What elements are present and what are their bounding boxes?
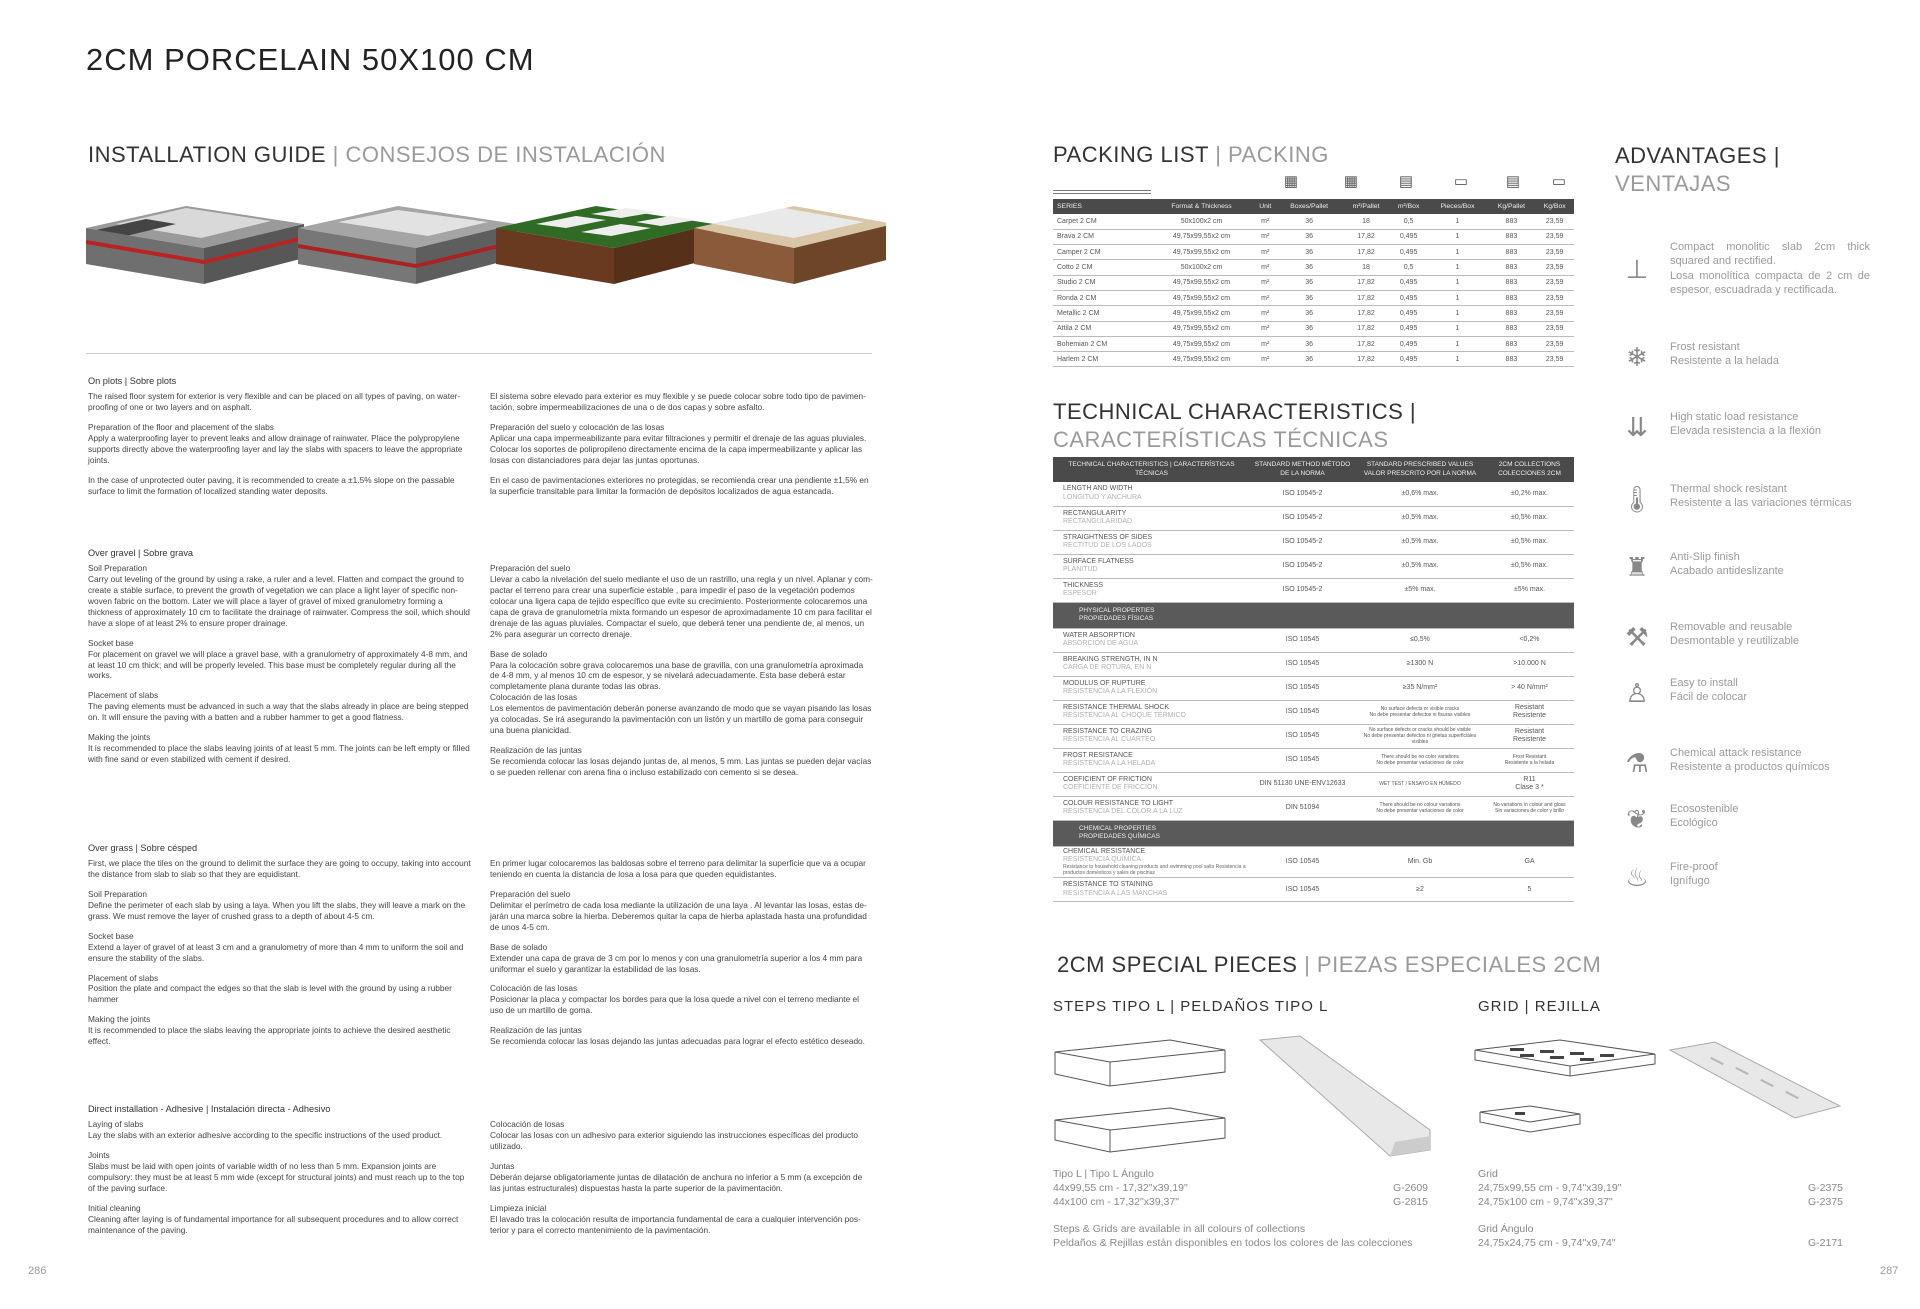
chemical-icon: ⚗ [1625,748,1649,778]
packing-row [1053,290,1574,305]
packing-cell: 1 [1428,290,1488,305]
advantage-text: Removable and reusable Desmontable y reutilizable [1670,621,1800,648]
property-name-en: SURFACE FLATNESS [1063,557,1134,565]
section-grass: Over grass | Sobre césped First, we place the tiles on the ground to delimit the surface they are going to occupy, taking into account the distance from slab to slab so that they are equidistant. Soil Preparation Define the perimeter of each slab by using a laya. When you lift the slabs, they will leave a mark on the grass. We must remove the layer of crushed grass to a depth of about 4-5 cm. Socket base Extend a layer of gravel of at least 3 cm and a granulometry of more than 4 mm to uniform the soil and ensure the stability of the slabs. Placement of slabs Position the plate and compact the edges so that the slab is level with the ground by using a rubber hammer Making the joints It is recommended to place the slabs leaving the appropriate joints to achieve the desired aesthetic effect. En primer lugar colocaremos las baldosas sobre el terreno para delimitar la superficie que va a ocupar teniendo en cuenta la distancia de losa a losa para que queden equidistantes. Preparación del suelo Delimitar el perímetro de cada losa mediante la utilización de una laya . Al levantar las losas, estas de-jarán una marca sobre la hierba. Deberemos quitar la capa de hierba aplastada hasta una profundidad de unos 4-5 cm. Base de solado Extender una capa de grava de 3 cm por lo menos y con una granulometría superior a los 4 mm para uniformar el suelo y garantizar la estabilidad de las losas. Colocación de las losas Posicionar la placa y compactar los bordes para que la losa quede a nivel con el terreno mediante el uso de un martillo de goma. Realización de las juntas Se recomienda colocar las losas dejando las juntas adecuadas para lograr el efecto estético deseado. [88,843,867,1047]
advantage-text: Chemical attack resistance Resistente a productos químicos [1670,747,1830,774]
technical-row [1053,506,1574,530]
packing-cell: 49,75x99,55x2 cm [1148,229,1254,244]
packing-cell: 1 [1428,321,1488,336]
technical-value-cell: There should be no color variations No debe presentar variaciones de color [1355,748,1485,772]
chemical-properties-group [1053,820,1574,846]
packing-row [1053,275,1574,290]
physical-properties-group [1053,602,1574,628]
packing-cell: 1 [1428,229,1488,244]
page-number-left: 286 [28,1265,47,1277]
packing-cell: 36 [1276,321,1343,336]
technical-value-cell: ±5% max. [1355,578,1485,602]
packing-cell: 0,5 [1390,260,1428,275]
packing-cell: 36 [1276,352,1343,367]
technical-name-cell [1053,554,1250,578]
technical-row [1053,628,1574,652]
property-name-es: RECTITUD DE LOS LADOS [1063,542,1152,549]
technical-row [1053,796,1574,820]
technical-row [1053,772,1574,796]
packing-cell: 1 [1428,260,1488,275]
property-name-en: BREAKING STRENGTH, IN N [1063,655,1158,663]
property-note: Resistance to household cleaning products and swimming pool salts Resistencia a productos domésticos y sales de piscinas [1063,864,1246,877]
packing-row [1053,306,1574,321]
advantage-text: Fire-proof Ignífugo [1670,861,1718,888]
technical-method-cell: ISO 10545 [1250,724,1355,748]
advantage-text: Frost resistant Resistente a la helada [1670,341,1779,368]
packing-row [1053,321,1574,336]
technical-row [1053,748,1574,772]
packing-cell: 0,495 [1390,275,1428,290]
technical-value-cell: No surface defects or cracks should be visible No debe presentar defectos ni grietas superficiales visibles [1355,724,1485,748]
technical-name-cell [1053,878,1250,902]
technical-value-cell: ±0,5% max. [1355,506,1485,530]
flame-icon: ♨ [1625,862,1649,892]
packing-cell: 49,75x99,55x2 cm [1148,306,1254,321]
packing-header-cell: SERIES [1053,199,1148,214]
packing-cell: 1 [1428,245,1488,260]
gravel-illustration [694,206,886,284]
packing-header-cell: Format & Thickness [1148,199,1254,214]
packing-cell: 17,82 [1342,352,1389,367]
technical-name-cell [1053,628,1250,652]
technical-value-cell: ±0,6% max. [1355,482,1485,506]
packing-row [1053,214,1574,229]
plots-en-3: In the case of unprotected outer paving, it is recommended to create a ±1.5% slope on the passable surface to limit the formation of localized standing water deposits. [88,474,455,496]
grid-angle-code: G-2171 [1808,1237,1844,1249]
technical-value-cell: ±0,5% max. [1355,554,1485,578]
area-box-icon: ▤ [1398,173,1414,190]
snowflake-icon: ❄ [1626,342,1648,372]
property-name-es: PLANITUD [1063,566,1098,573]
packing-cell: 0,495 [1390,321,1428,336]
packing-cell: 883 [1487,214,1535,229]
packing-cell: Carpet 2 CM [1053,214,1148,229]
packing-table [1053,199,1574,367]
property-name-en: LENGTH AND WIDTH [1063,485,1133,493]
property-name-en: RESISTANCE TO CRAZING [1063,727,1153,735]
packing-cell: Bohemian 2 CM [1053,336,1148,351]
technical-row [1053,578,1574,602]
packing-cell: Metallic 2 CM [1053,306,1148,321]
grid-illustrations [1470,1030,1870,1170]
property-name-es: RESISTENCIA AL CUARTEO [1063,736,1156,743]
packing-cell: 0,495 [1390,336,1428,351]
packing-cell: 1 [1428,336,1488,351]
packing-cell: 23,59 [1535,260,1574,275]
technical-value-cell: ≥2 [1355,878,1485,902]
technical-title: TECHNICAL CHARACTERISTICS | CARACTERÍSTICAS TÉCNICAS [1053,399,1417,452]
packing-header-icons [1053,172,1574,192]
packing-cell: 36 [1276,290,1343,305]
thermometer-icon: 🌡 [1620,484,1654,514]
packing-row [1053,245,1574,260]
packing-cell: 17,82 [1342,336,1389,351]
technical-row [1053,700,1574,724]
packing-cell: 23,59 [1535,245,1574,260]
packing-cell: 883 [1487,290,1535,305]
packing-row [1053,229,1574,244]
technical-name-cell [1053,724,1250,748]
technical-value-cell: ≥35 N/mm² [1355,676,1485,700]
property-name-es: RECTANGULARIDAD [1063,518,1133,525]
technical-collection-cell: ±0,2% max. [1485,482,1574,506]
technical-collection-cell: Frost Resistant Resistente a la helada [1485,748,1574,772]
special-pieces-title: 2CM SPECIAL PIECES | PIEZAS ESPECIALES 2CM [1057,952,1602,977]
section-gravel: Over gravel | Sobre grava Soil Preparation Carry out leveling of the ground by using a rake, a ruler and a level. Flatten and compact the ground to create a stable surface, to prevent the growth of vegetation we can place a light layer of specific non-woven fabric on the bottom. Later we will place a layer of gravel of mixed granulometry forming a thickness of approximately 10 cm to facilitate the drainage of rainwater. Compress the soil, which should have a slope of at least 2% to ensure proper drainage. Socket base For placement on gravel we will place a gravel base, with a granulometry of approximately 4-8 mm, and at least 10 cm thick; and will be properly leveled. This base must be completely regular during all the works. Placement of slabs The paving elements must be advanced in such a way that the slabs already in place are being stepped on. It will ensure the paving with a batten and a rubber hammer to get a good flatness. Making the joints It is recommended to place the slabs leaving joints of at least 5 mm. The joints can be left empty or filled with fine sand or even stabilized with cement if desired. Preparación del suelo Llevar a cabo la nivelación del suelo mediante el uso de un rastrillo, una regla y un nivel. Aplanar y com-pactar el terreno para crear una superficie estable , para impedir el paso de la vegetación podemos colocar una ligera capa de tejido específico que evite su crecimiento. Posteriormente colocaremos una capa de grava de granulometría mixta formando un espesor de aproximadamente 10 cm para facilitar el drenaje de las aguas pluviales. Compactar el suelo, que deberá tener una pendiente de, al menos, un 2% para asegurar un correcto drenaje. Base de solado Para la colocación sobre grava colocaremos una base de gravilla, con una granulometría aproximada de 4-8 mm, y al menos 10 cm de espesor, y se nivelará adecuadamente. Esta base deberá estar completamente plana durante todas las obras. Colocación de las losas Los elementos de pavimentación deberán ponerse avanzando de modo que se vayan pisando las losas ya colocadas. Se irá asegurando la pavimentación con un listón y un martillo de goma para conseguir una buena planicidad. Realización de las juntas Se recomienda colocar las losas dejando juntas de, al menos, 5 mm. Las juntas se pueden dejar vacías o se pueden rellenar con arena fina o incluso estabilizado con cemento si se desea. [88,548,873,777]
packing-row [1053,260,1574,275]
packing-cell: m² [1255,306,1276,321]
packing-cell: 49,75x99,55x2 cm [1148,321,1254,336]
technical-name-cell [1053,772,1250,796]
technical-method-cell: ISO 10545 [1250,700,1355,724]
technical-collection-cell: Resistant Resistente [1485,724,1574,748]
property-name-en: RESISTANCE TO STAINING [1063,881,1154,889]
packing-cell: m² [1255,275,1276,290]
box-pallet-icon: ▦ [1283,173,1299,190]
technical-method-cell: ISO 10545 [1250,652,1355,676]
technical-method-cell: ISO 10545-2 [1250,530,1355,554]
tools-icon: ⚒ [1625,622,1649,652]
technical-row [1053,652,1574,676]
technical-row [1053,482,1574,506]
technical-method-cell: DIN 51094 [1250,796,1355,820]
packing-cell: 1 [1428,352,1488,367]
packing-cell: 50x100x2 cm [1148,260,1254,275]
technical-value-cell: ≥1300 N [1355,652,1485,676]
technical-collection-cell: ±0,5% max. [1485,506,1574,530]
packing-cell: 883 [1487,245,1535,260]
packing-cell: 49,75x99,55x2 cm [1148,352,1254,367]
packing-header-cell: Kg/Pallet [1487,199,1535,214]
packing-cell: 23,59 [1535,352,1574,367]
packing-cell: 36 [1276,336,1343,351]
packing-row [1053,336,1574,351]
technical-collection-cell: ±0,5% max. [1485,554,1574,578]
packing-list-title: PACKING LIST | PACKING [1053,142,1329,167]
technical-row [1053,676,1574,700]
property-name-es: ABSORCIÓN DE AGUA [1063,640,1139,647]
steps-details: Tipo L | Tipo L Ángulo 44x99,55 cm - 17,32"x39,19" 44x100 cm - 17,32"x39,37" [1053,1168,1188,1209]
packing-cell: 1 [1428,306,1488,321]
packing-cell: 23,59 [1535,306,1574,321]
packing-cell: 17,82 [1342,321,1389,336]
property-name-es: COEFICIENTE DE FRICCIÓN [1063,784,1158,791]
technical-name-cell [1053,652,1250,676]
property-name-es: RESISTENCIA A LA FLEXIÓN [1063,688,1158,695]
packing-cell: 883 [1487,260,1535,275]
technical-collection-cell: R11 Clase 3 * [1485,772,1574,796]
packing-cell: Brava 2 CM [1053,229,1148,244]
property-name-en: MODULUS OF RUPTURE [1063,679,1146,687]
grid-angle-details: Grid Ángulo 24,75x24,75 cm - 9,74"x9,74" [1478,1223,1616,1250]
packing-cell: 18 [1342,214,1389,229]
packing-cell: 23,59 [1535,336,1574,351]
plots-en-2: Preparation of the floor and placement of the slabs Apply a waterproofing layer to prevent leaks and allow drainage of rainwater. Place the polypropylene supports directly above the waterproofing layer and lay the slabs with spacers to leave the appropriate joints. [88,421,463,465]
packing-cell: 23,59 [1535,214,1574,229]
technical-name-cell [1053,700,1250,724]
property-name-en: FROST RESISTANCE [1063,751,1133,759]
packing-cell: m² [1255,321,1276,336]
technical-row [1053,846,1574,878]
packing-cell: m² [1255,260,1276,275]
advantage-text: Anti-Slip finish Acabado antideslizante [1670,551,1784,578]
packing-cell: 18 [1342,260,1389,275]
advantage-text: Compact monolitic slab 2cm thick squared and rectified. Losa monolítica compacta de 2 cm de espesor, escuadrada y rectificada. [1670,241,1870,296]
property-name-es: RESISTENCIA AL CHOQUE TÉRMICO [1063,712,1186,719]
property-name-en: RECTANGULARITY [1063,509,1127,517]
person-icon: ♙ [1625,678,1649,708]
technical-collection-cell: 5 [1485,878,1574,902]
packing-cell: m² [1255,290,1276,305]
installation-illustrations [86,198,886,308]
technical-collection-cell: > 40 N/mm² [1485,676,1574,700]
technical-name-cell [1053,578,1250,602]
technical-name-cell [1053,676,1250,700]
packing-header-cell: Boxes/Pallet [1276,199,1343,214]
property-name-es: CARGA DE ROTURA, EN N [1063,664,1152,671]
technical-value-cell: There should be no colour variations No debe presentar variaciones de color [1355,796,1485,820]
technical-collection-cell: >10.000 N [1485,652,1574,676]
technical-method-cell: ISO 10545 [1250,628,1355,652]
property-name-es: ESPESOR [1063,590,1097,597]
packing-cell: 0,495 [1390,352,1428,367]
technical-name-cell [1053,846,1250,878]
packing-cell: 17,82 [1342,275,1389,290]
technical-name-cell [1053,748,1250,772]
packing-cell: 883 [1487,352,1535,367]
technical-collection-cell: Resistant Resistente [1485,700,1574,724]
packing-cell: 1 [1428,275,1488,290]
advantage-text: Ecosostenible Ecológico [1670,803,1739,830]
technical-row [1053,530,1574,554]
packing-cell: 23,59 [1535,290,1574,305]
special-note: Steps & Grids are available in all colours of collections Peldaños & Rejillas están disponibles en todos los colores de las colecciones [1053,1223,1413,1250]
weight-pallet-icon: ▤ [1505,173,1521,190]
packing-cell: 0,495 [1390,229,1428,244]
technical-name-cell [1053,482,1250,506]
packing-cell: Studio 2 CM [1053,275,1148,290]
plots-es-2: Preparación del suelo y colocación de las losas Aplicar una capa impermeabilizante para evitar filtraciones y permitir el drenaje de las aguas pluviales. Colocar los soportes de polipropileno directamente encima de la capa impermeabilizante y aplicar las losas con distanciadores para dejar las juntas oportunas. [490,421,867,465]
plots-en-1: The raised floor system for exterior is very flexible and can be placed on all types of paving, on water-proofing of one or two layers and on asphalt. [88,391,461,412]
technical-method-cell: ISO 10545-2 [1250,554,1355,578]
packing-cell: m² [1255,245,1276,260]
area-pallet-icon: ▦ [1343,173,1359,190]
packing-cell: 49,75x99,55x2 cm [1148,275,1254,290]
physical-properties-group-label: PHYSICAL PROPERTIES PROPIEDADES FÍSICAS [1053,602,1574,628]
page-number-right: 287 [1880,1265,1899,1277]
installation-guide-title: INSTALLATION GUIDE | CONSEJOS DE INSTALACIÓN [88,142,666,167]
packing-header-cell: Kg/Box [1535,199,1574,214]
packing-cell: 0,495 [1390,290,1428,305]
packing-cell: 49,75x99,55x2 cm [1148,290,1254,305]
packing-cell: 0,495 [1390,306,1428,321]
adhesive-illustration [298,206,516,284]
packing-cell: 36 [1276,245,1343,260]
technical-method-cell: ISO 10545 [1250,748,1355,772]
chemical-properties-group-label: CHEMICAL PROPERTIES PROPIEDADES QUÍMICAS [1053,820,1574,846]
packing-cell: 49,75x99,55x2 cm [1148,245,1254,260]
steps-title: STEPS TIPO L | PELDAÑOS TIPO L [1053,998,1329,1015]
technical-header-cell: 2CM COLLECTIONS COLECCIONES 2CM [1485,457,1574,482]
technical-header-cell: TECHNICAL CHARACTERISTICS | CARACTERÍSTICAS TÉCNICAS [1053,457,1250,482]
weight-box-icon: ▭ [1551,173,1567,190]
property-name-en: COEFICIENT OF FRICTION [1063,775,1152,783]
packing-cell: 883 [1487,321,1535,336]
advantage-text: Easy to install Fácil de colocar [1670,677,1748,704]
packing-cell: 883 [1487,275,1535,290]
packing-cell: 36 [1276,214,1343,229]
plots-es-3: En el caso de pavimentaciones exteriores no protegidas, se recomienda crear una pendiente ±1,5% en la superficie transitable para limitar la formación de depósitos localizados de agua estancada. [490,474,869,496]
packing-cell: 17,82 [1342,245,1389,260]
packing-row [1053,352,1574,367]
section-plots: On plots | Sobre plots The raised floor system for exterior is very flexible and can be placed on all types of paving, on water-proofing of one or two layers and on asphalt. Preparation of the floor and placement of the slabs Apply a waterproofing layer to prevent leaks and allow drainage of rainwater. Place the polypropylene supports directly above the waterproofing layer and lay the slabs with spacers to leave the appropriate joints. In the case of unprotected outer paving, it is recommended to create a ±1.5% slope on the passable surface to limit the formation of localized standing water deposits. El sistema sobre elevado para exterior es muy flexible y se puede colocar sobre todo tipo de pavimen-tación, sobre impermeabilizaciones de una o de dos capas y sobre asfalto. Preparación del suelo y colocación de las losas Aplicar una capa impermeabilizante para evitar filtraciones y permitir el drenaje de las aguas pluviales. Colocar los soportes de polipropileno directamente encima de la capa impermeabilizante y aplicar las losas con distanciadores para dejar las juntas oportunas. En el caso de pavimentaciones exteriores no protegidas, se recomienda crear una pendiente ±1,5% en la superficie transitable para limitar la formación de depósitos localizados de agua estancada. [88,375,878,525]
packing-cell: 1 [1428,214,1488,229]
packing-cell: 883 [1487,229,1535,244]
load-icon: ⇊ [1626,412,1648,442]
technical-method-cell: ISO 10545 [1250,878,1355,902]
packing-cell: 0,5 [1390,214,1428,229]
grid-details: Grid 24,75x99,55 cm - 9,74"x39,19" 24,75x100 cm - 9,74"x39,37" [1478,1168,1622,1209]
technical-value-cell: ≤0,5% [1355,628,1485,652]
property-name-en: COLOUR RESISTANCE TO LIGHT [1063,799,1174,807]
packing-cell: 36 [1276,229,1343,244]
anti-slip-icon: ♜ [1625,552,1649,582]
technical-value-cell: WET TEST / ENSAYO EN HÚMEDO [1355,772,1485,796]
pieces-box-icon: ▭ [1453,173,1469,190]
grass-illustration [496,206,714,284]
packing-cell: 49,75x99,55x2 cm [1148,336,1254,351]
packing-cell: 36 [1276,260,1343,275]
packing-cell: 17,82 [1342,306,1389,321]
steps-codes: G-2609 G-2815 [1393,1182,1429,1209]
technical-row [1053,724,1574,748]
technical-method-cell: DIN 51130 UNE-ENV12633 [1250,772,1355,796]
packing-cell: 883 [1487,306,1535,321]
technical-method-cell: ISO 10545-2 [1250,482,1355,506]
technical-collection-cell: ±0,5% max. [1485,530,1574,554]
packing-cell: 50x100x2 cm [1148,214,1254,229]
property-name-es: RESISTENCIA A LA HELADA [1063,760,1156,767]
property-name-es: RESISTENCIA QUÍMICA [1063,855,1142,863]
technical-collection-cell: GA [1485,846,1574,878]
packing-header-cell: Unit [1255,199,1276,214]
property-name-es: RESISTENCIA DEL COLOR A LA LUZ [1063,808,1183,815]
packing-cell: Camper 2 CM [1053,245,1148,260]
packing-header-cell: Pieces/Box [1428,199,1488,214]
packing-cell: Cotto 2 CM [1053,260,1148,275]
property-name-en: STRAIGHTNESS OF SIDES [1063,533,1153,541]
plots-es-1: El sistema sobre elevado para exterior es muy flexible y se puede colocar sobre todo tipo de pavimen-tación, sobre impermeabilizaciones de una o de dos capas y sobre asfalto. [490,391,866,412]
technical-row [1053,878,1574,902]
steps-illustrations [1050,1030,1450,1170]
technical-value-cell: No surface defects or visible cracks No debe presentar defectos ni fisuras visibles [1355,700,1485,724]
packing-cell: 23,59 [1535,321,1574,336]
section-direct: Direct installation - Adhesive | Instalación directa - Adhesivo Laying of slabs Lay the slabs with an exterior adhesive according to the specific instructions of the used product. Joints Slabs must be laid with open joints of variable width of no less than 5 mm. Expansion joints are compulsory: they must be at least 5 mm wide (except for structural joints) and must reach up to the top of the paving surface. Initial cleaning Cleaning after laying is of fundamental importance for all subsequent procedures and to allow correct maintenance of the paving. Colocación de losas Colocar las losas con un adhesivo para exterior siguiendo las instrucciones específicas del producto utilizado. Juntas Deberán dejarse obligatoriamente juntas de dilatación de anchura no inferior a 5 mm (a excepción de las juntas estructurales) dispuestas hasta la parte superior de la pavimentación. Limpieza inicial El lavado tras la colocación resulta de importancia fundamental de cara a cualquier intervención pos-terior y para el correcto mantenimiento de la pavimentación. [88,1104,863,1235]
technical-row [1053,554,1574,578]
technical-collection-cell: <0,2% [1485,628,1574,652]
packing-cell: Ronda 2 CM [1053,290,1148,305]
property-name-es: RESISTENCIA A LAS MANCHAS [1063,889,1168,897]
advantage-text: High static load resistance Elevada resistencia a la flexión [1670,411,1822,438]
packing-cell: 883 [1487,336,1535,351]
packing-cell: m² [1255,229,1276,244]
property-name-en: WATER ABSORPTION [1063,631,1135,639]
packing-cell: 17,82 [1342,290,1389,305]
packing-cell: 36 [1276,306,1343,321]
technical-table [1053,457,1574,902]
technical-name-cell [1053,506,1250,530]
packing-cell: 23,59 [1535,229,1574,244]
slab-icon: ⊥ [1625,254,1649,284]
packing-cell: 36 [1276,275,1343,290]
packing-cell: m² [1255,336,1276,351]
technical-header-cell: STANDARD PRESCRIBED VALUES VALOR PRESCRITO POR LA NORMA [1355,457,1485,482]
property-name-en: THICKNESS [1063,581,1104,589]
technical-collection-cell: No variations in colour and gloss Sin variaciones de color y brillo [1485,796,1574,820]
packing-cell: Harlem 2 CM [1053,352,1148,367]
page-title: 2CM PORCELAIN 50X100 CM [86,42,535,77]
packing-cell: Attila 2 CM [1053,321,1148,336]
technical-name-cell [1053,796,1250,820]
slab-thickness-icon [1053,190,1151,194]
advantages-title: ADVANTAGES | VENTAJAS [1615,143,1780,196]
grid-title: GRID | REJILLA [1478,998,1601,1015]
packing-header-cell: m²/Pallet [1342,199,1389,214]
technical-name-cell [1053,530,1250,554]
leaf-icon: ❦ [1626,804,1648,834]
technical-value-cell: Min. Gb [1355,846,1485,878]
property-name-en: CHEMICAL RESISTANCE [1063,847,1146,855]
technical-method-cell: ISO 10545 [1250,676,1355,700]
technical-header-cell: STANDARD METHOD MÉTODO DE LA NORMA [1250,457,1355,482]
packing-cell: 17,82 [1342,229,1389,244]
technical-method-cell: ISO 10545-2 [1250,578,1355,602]
technical-collection-cell: ±5% max. [1485,578,1574,602]
packing-cell: m² [1255,214,1276,229]
grid-codes: G-2375 G-2375 [1808,1182,1844,1209]
packing-header-cell: m²/Box [1390,199,1428,214]
technical-method-cell: ISO 10545-2 [1250,506,1355,530]
packing-cell: 23,59 [1535,275,1574,290]
property-name-es: LONGITUD Y ANCHURA [1063,493,1142,501]
technical-value-cell: ±0,5% max. [1355,530,1485,554]
packing-cell: m² [1255,352,1276,367]
technical-method-cell: ISO 10545 [1250,846,1355,878]
advantage-text: Thermal shock resistant Resistente a las variaciones térmicas [1670,483,1852,510]
packing-cell: 0,495 [1390,245,1428,260]
plots-illustration [86,206,304,284]
property-name-en: RESISTANCE THERMAL SHOCK [1063,703,1170,711]
